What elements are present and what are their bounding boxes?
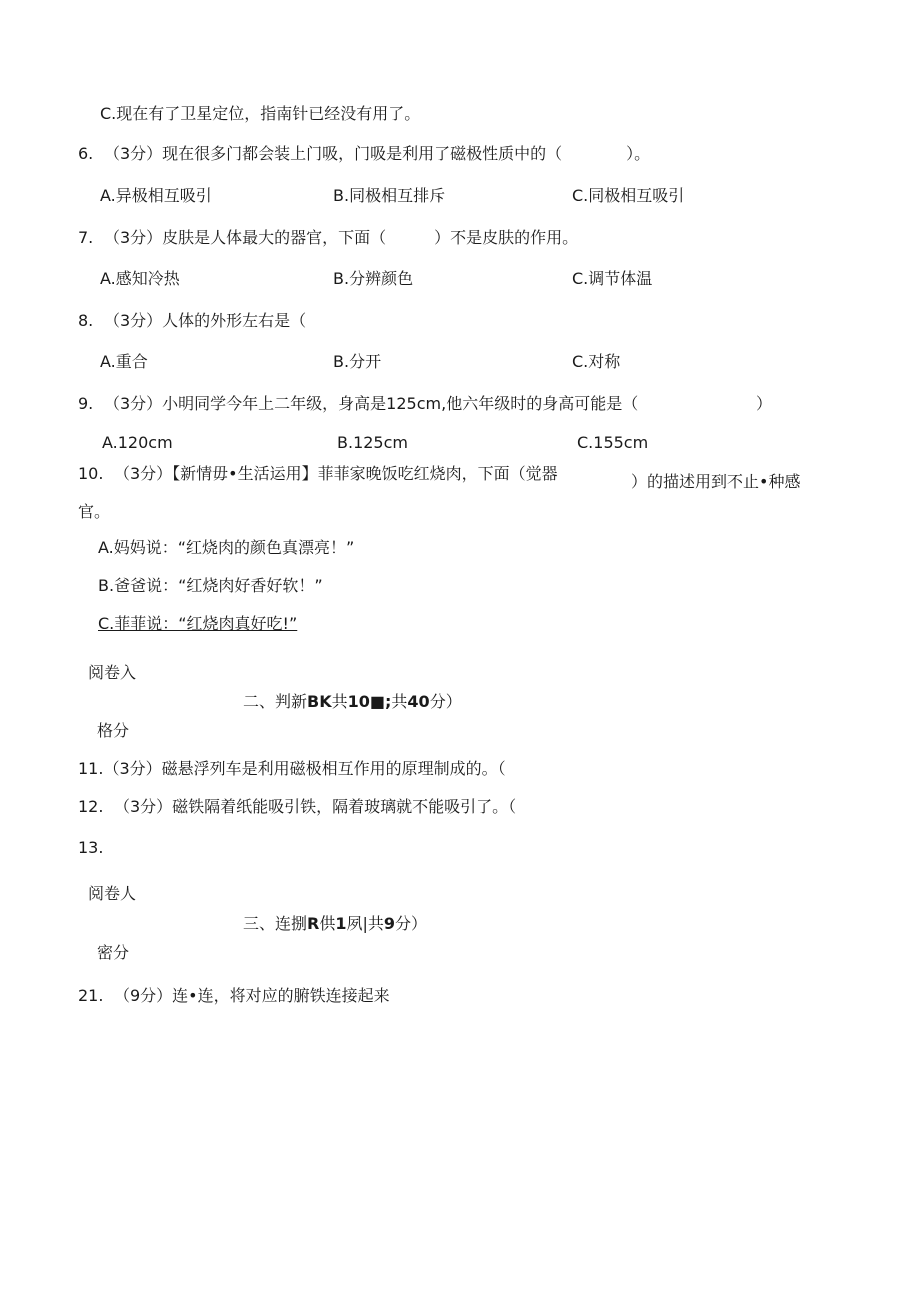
q11-question: 11.（3分）磁悬浮列车是利用磁极相互作用的原理制成的。（ [78, 759, 506, 778]
section3-title-bold2: 1 [335, 914, 347, 933]
q6-option-c: C.同极相互吸引 [572, 186, 685, 205]
q7-option-a: A.感知冷热 [100, 269, 180, 288]
q10-option-c: C.菲菲说：“红烧肉真好吃!” [98, 614, 298, 633]
section3-title-mid: 供 [319, 914, 336, 933]
q10-option-a: A.妈妈说：“红烧肉的颜色真漂亮！” [98, 538, 355, 557]
section2-title-prefix: 二、判新 [243, 692, 308, 711]
section3-title-bold3: 9 [383, 914, 396, 933]
q6-number: 6. [78, 144, 94, 163]
q8-option-a: A.重合 [100, 352, 148, 371]
section3-score-label: 密分 [97, 943, 130, 962]
q9-question: （3分）小明同学今年上二年级，身高是125cm,他六年级时的身高可能是（ [104, 394, 639, 413]
q10-question-wrap: 官。 [78, 502, 111, 521]
q7-option-c: C.调节体温 [572, 269, 653, 288]
q12-number: 12. [78, 797, 104, 816]
section3-reviewer-label: 阅卷人 [88, 884, 137, 903]
q8-option-c: C.对称 [572, 352, 621, 371]
section2-title-suffix: 分） [429, 692, 462, 711]
q21-number: 21. [78, 986, 104, 1005]
q10-question-part2: ）的描述用到不止•种感 [631, 472, 801, 491]
q9-number: 9. [78, 394, 94, 413]
section3-title [243, 914, 427, 934]
q9-option-a: A.120cm [102, 433, 173, 452]
section2-title-bold1: BK [307, 692, 332, 711]
q9-paren-close: ） [756, 394, 773, 413]
q21-question: （9分）连•连，将对应的腑铁连接起来 [114, 986, 390, 1005]
section3-title-mid2: 夙|共 [346, 914, 384, 933]
section2-title-bold2: 10■; [347, 692, 392, 711]
section2-title-bold3: 40 [407, 692, 430, 711]
q10-option-b: B.爸爸说：“红烧肉好香好软！” [98, 576, 323, 595]
q7-option-b: B.分辨颜色 [333, 269, 414, 288]
section2-score-label: 格分 [97, 721, 130, 740]
section2-title-mid2: 共 [391, 692, 408, 711]
q10-question-part1: （3分）【新情毋•生活运用】菲菲家晚饭吃红烧肉，下面（觉器 [114, 464, 558, 483]
section2-title [243, 692, 462, 712]
q5-option-c: C.现在有了卫星定位，指南针已经没有用了。 [100, 104, 421, 123]
q8-option-b: B.分开 [333, 352, 382, 371]
q6-question: （3分）现在很多门都会装上门吸，门吸是利用了磁极性质中的（ ）。 [104, 144, 651, 163]
q9-option-b: B.125cm [337, 433, 408, 452]
q6-option-b: B.同极相互排斥 [333, 186, 446, 205]
section3-title-suffix: 分） [395, 914, 428, 933]
section2-reviewer-label: 阅卷入 [88, 663, 137, 682]
q7-question: （3分）皮肤是人体最大的器官，下面（ ）不是皮肤的作用。 [104, 228, 579, 247]
q13-number: 13. [78, 838, 104, 857]
q9-option-c: C.155cm [577, 433, 649, 452]
q8-question: （3分）人体的外形左右是（ [104, 311, 307, 330]
q10-number: 10. [78, 464, 104, 483]
section3-title-prefix: 三、连捌 [243, 914, 308, 933]
q8-number: 8. [78, 311, 94, 330]
q12-question: （3分）磁铁隔着纸能吸引铁，隔着玻璃就不能吸引了。（ [114, 797, 517, 816]
q6-option-a: A.异极相互吸引 [100, 186, 212, 205]
q7-number: 7. [78, 228, 94, 247]
section3-title-bold1: R [307, 914, 320, 933]
section2-title-mid: 共 [331, 692, 348, 711]
